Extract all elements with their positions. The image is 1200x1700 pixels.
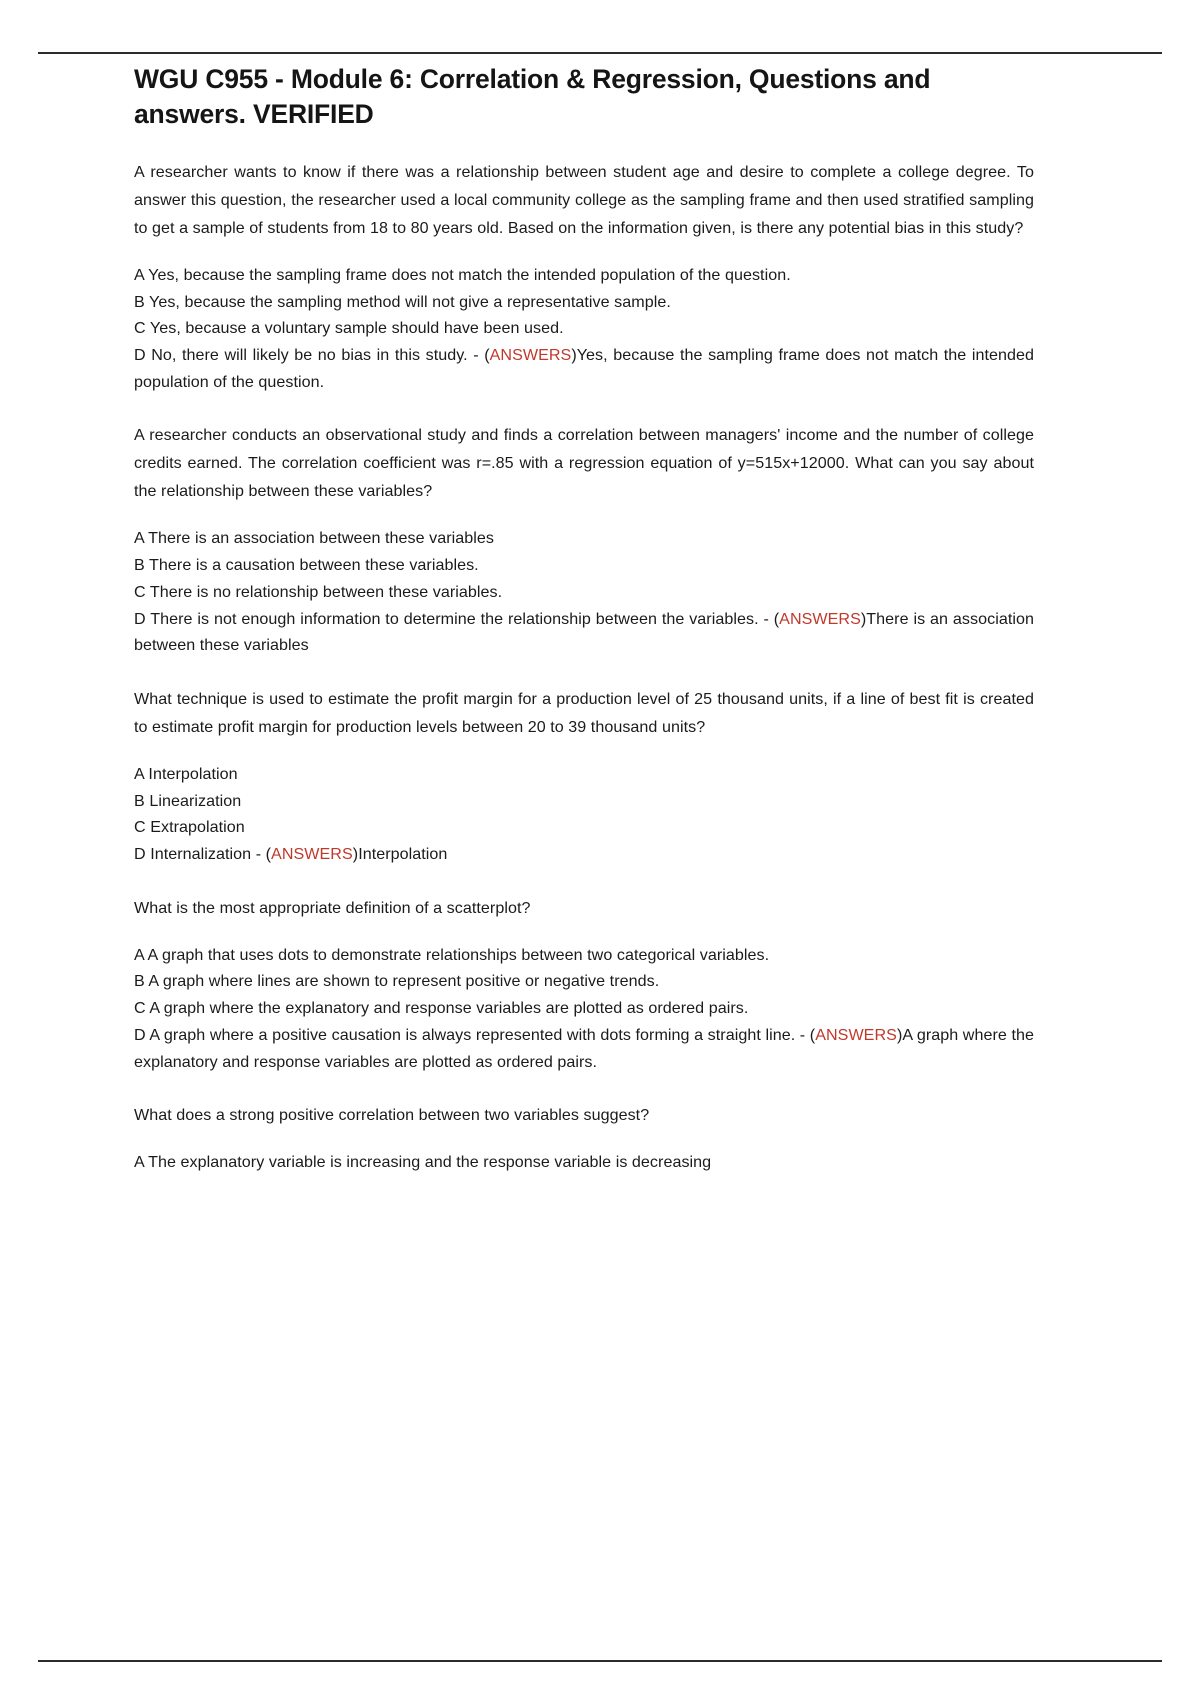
answer-option[interactable] — [134, 579, 1034, 606]
answer-option[interactable] — [134, 1149, 1034, 1176]
option-text: Extrapolation — [145, 818, 245, 837]
option-letter: A — [134, 945, 144, 964]
question-prompt: A researcher wants to know if there was a relationship between student age and desire to complete a college degree. To answer this question, the researcher used a local community college as the sampling frame and then used stratified sampling to get a sample of students from 18 to 80 years old. Based on the information given, is there any potential bias in this study? — [134, 162, 1034, 237]
answer-option[interactable] — [134, 525, 1034, 552]
option-letter: C — [134, 582, 146, 601]
answer-prefix: - ( — [758, 609, 780, 628]
option-text: Yes, because the sampling frame does not match the intended population of the question. — [143, 265, 791, 284]
option-text: Interpolation — [143, 764, 238, 783]
header-divider-rule — [38, 52, 1162, 54]
answers-marker: ANSWERS — [489, 346, 572, 365]
option-letter: B — [134, 791, 145, 810]
answer-text: )There is an association between these variables — [134, 609, 1034, 655]
answers-marker: ANSWERS — [815, 1025, 897, 1044]
option-letter: B — [134, 972, 145, 991]
answer-option[interactable] — [134, 315, 1034, 342]
option-letter: A — [134, 764, 144, 783]
option-text: A graph where the explanatory and response variables are plotted as ordered pairs. — [145, 999, 749, 1018]
option-letter: A — [134, 529, 144, 548]
option-text: A graph where lines are shown to represent positive or negative trends. — [144, 972, 660, 991]
answer-option[interactable] — [134, 942, 1034, 969]
option-letter: B — [134, 292, 145, 311]
question-block — [134, 158, 1034, 396]
option-letter: C — [134, 818, 146, 837]
answer-option[interactable] — [134, 968, 1034, 995]
answer-option-list — [134, 1149, 1034, 1176]
answer-option[interactable] — [134, 262, 1034, 289]
answer-prefix: - ( — [251, 845, 272, 864]
answer-prefix: - ( — [467, 346, 490, 365]
page-title: WGU C955 - Module 6: Correlation & Regression, Questions and answers. VERIFIED — [134, 64, 931, 129]
option-text: There is not enough information to determine the relationship between the variables. — [145, 609, 759, 628]
option-text: There is a causation between these variables. — [144, 556, 479, 575]
option-letter: B — [134, 556, 145, 575]
answer-option[interactable] — [134, 761, 1034, 788]
option-letter: A — [134, 1153, 144, 1172]
answer-option-list — [134, 942, 1034, 1076]
answer-option-list — [134, 525, 1034, 659]
question-prompt: A researcher conducts an observational study and finds a correlation between managers' income and the number of college credits earned. The correlation coefficient was r=.85 with a regression equation of y=515x+12000. What can you say about the relationship between these variables? — [134, 426, 1034, 501]
answers-marker: ANSWERS — [779, 609, 861, 628]
option-letter: D — [134, 609, 146, 628]
answer-option-list — [134, 761, 1034, 868]
option-letter: A — [134, 265, 144, 284]
document-content — [134, 62, 1034, 1176]
option-text: The explanatory variable is increasing and the response variable is decreasing — [143, 1153, 712, 1172]
answer-option[interactable] — [134, 289, 1034, 316]
question-prompt: What does a strong positive correlation between two variables suggest? — [134, 1106, 650, 1125]
option-text: No, there will likely be no bias in this study. — [145, 346, 468, 365]
answer-option[interactable] — [134, 814, 1034, 841]
option-letter: C — [134, 319, 146, 338]
option-letter: D — [134, 346, 146, 365]
option-text: A graph where a positive causation is always represented with dots forming a straight line. — [145, 1025, 796, 1044]
answer-option[interactable] — [134, 552, 1034, 579]
option-letter: D — [134, 1025, 146, 1044]
option-letter: C — [134, 999, 146, 1018]
answer-option[interactable] — [134, 788, 1034, 815]
answers-marker: ANSWERS — [271, 845, 353, 864]
question-block — [134, 894, 1034, 1076]
option-letter: D — [134, 845, 146, 864]
option-text: Yes, because the sampling method will not give a representative sample. — [144, 292, 671, 311]
answer-prefix: - ( — [795, 1025, 816, 1044]
answer-text: )A graph where the explanatory and response variables are plotted as ordered pairs. — [134, 1025, 1034, 1071]
option-text: Yes, because a voluntary sample should have been used. — [145, 319, 564, 338]
question-block — [134, 685, 1034, 868]
option-text: A graph that uses dots to demonstrate relationships between two categorical variables. — [143, 945, 770, 964]
option-text: There is an association between these variables — [143, 529, 495, 548]
answer-text: )Yes, because the sampling frame does not match the intended population of the question. — [134, 346, 1034, 391]
answer-option[interactable] — [134, 841, 1034, 868]
answer-option[interactable] — [134, 342, 1034, 395]
question-block — [134, 421, 1034, 659]
questions-container — [134, 158, 1034, 1176]
answer-option-list — [134, 262, 1034, 396]
answer-option[interactable] — [134, 606, 1034, 659]
option-text: Linearization — [144, 791, 242, 810]
answer-text: )Interpolation — [352, 845, 448, 864]
answer-option[interactable] — [134, 1022, 1034, 1075]
question-block — [134, 1101, 1034, 1176]
question-prompt: What technique is used to estimate the profit margin for a production level of 25 thousand units, if a line of best fit is created to estimate profit margin for production levels between 20 to 39 thousand units? — [134, 689, 1034, 736]
question-prompt: What is the most appropriate definition of a scatterplot? — [134, 898, 531, 917]
footer-divider-rule — [38, 1660, 1162, 1662]
option-text: Internalization — [145, 845, 252, 864]
option-text: There is no relationship between these variables. — [145, 582, 503, 601]
answer-option[interactable] — [134, 995, 1034, 1022]
